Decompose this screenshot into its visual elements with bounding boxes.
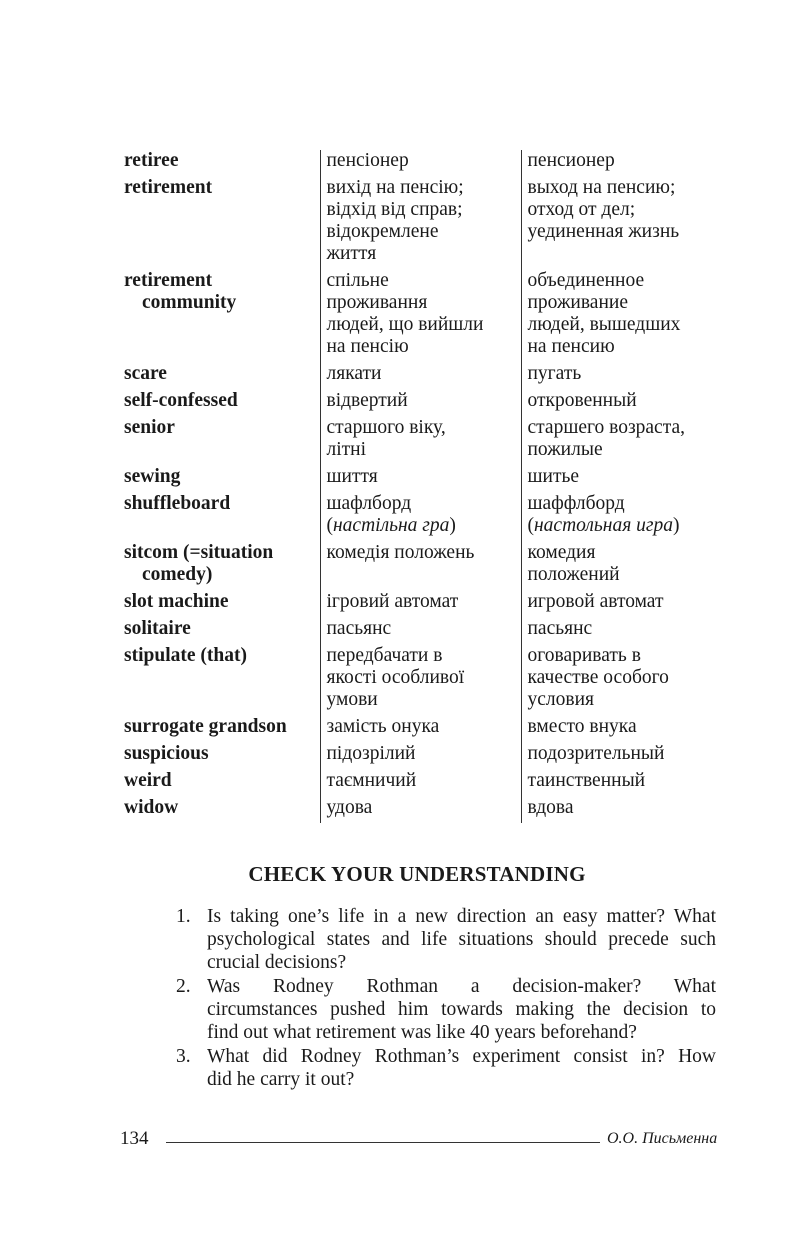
- term-line: на пенсію: [326, 336, 409, 357]
- term-line: пожилые: [527, 439, 603, 460]
- term-ukrainian: [320, 390, 521, 417]
- term-line: scare: [124, 363, 167, 384]
- term-line: retirement: [124, 177, 213, 198]
- term-line: пенсионер: [527, 150, 615, 171]
- term-ukrainian: [320, 618, 521, 645]
- vocabulary-table: [124, 150, 722, 823]
- term-line: таинственный: [527, 770, 646, 791]
- term-english: [124, 177, 320, 270]
- vocabulary-row: [124, 743, 722, 770]
- term-russian: [521, 770, 722, 797]
- term-line: лякати: [326, 363, 382, 384]
- term-ukrainian: [320, 797, 521, 823]
- question-item: [176, 975, 716, 1044]
- term-line: comedy): [142, 564, 213, 585]
- term-ukrainian: [320, 716, 521, 743]
- term-line: відхід від справ;: [326, 199, 463, 220]
- term-line: отход от дел;: [527, 199, 636, 220]
- term-line: подозрительный: [527, 743, 665, 764]
- term-ukrainian: [320, 363, 521, 390]
- term-line: шафлборд: [326, 493, 412, 514]
- term-russian: [521, 591, 722, 618]
- vocabulary-row: [124, 177, 722, 270]
- term-english: [124, 493, 320, 542]
- term-ukrainian: [320, 270, 521, 363]
- term-russian: [521, 542, 722, 591]
- term-line: шаффлборд: [527, 493, 625, 514]
- term-ukrainian: [320, 743, 521, 770]
- term-line: умови: [326, 689, 378, 710]
- term-line: замість онука: [326, 716, 440, 737]
- term-line: проживание: [527, 292, 628, 313]
- vocabulary-row: [124, 466, 722, 493]
- term-line: вихід на пенсію;: [326, 177, 464, 198]
- term-english: [124, 417, 320, 466]
- vocabulary-row: [124, 618, 722, 645]
- term-line: пасьянс: [326, 618, 392, 639]
- term-line: slot machine: [124, 591, 229, 612]
- term-line: людей, вышедших: [527, 314, 681, 335]
- term-english: [124, 743, 320, 770]
- term-line: проживання: [326, 292, 428, 313]
- question-item: [176, 905, 716, 974]
- term-line: комедия: [527, 542, 596, 563]
- term-line: условия: [527, 689, 594, 710]
- term-english: [124, 542, 320, 591]
- term-line: відвертий: [326, 390, 408, 411]
- question-text-line: Was Rodney Rothman a decision-maker? What: [207, 976, 716, 997]
- term-line: suspicious: [124, 743, 209, 764]
- term-english: [124, 363, 320, 390]
- term-russian: [521, 493, 722, 542]
- term-russian: [521, 466, 722, 493]
- term-line: solitaire: [124, 618, 191, 639]
- term-russian: [521, 390, 722, 417]
- term-line: людей, що вийшли: [326, 314, 484, 335]
- term-english: [124, 770, 320, 797]
- term-line: выход на пенсию;: [527, 177, 676, 198]
- question-number: 2.: [176, 976, 191, 997]
- vocabulary-row: [124, 270, 722, 363]
- term-line: shuffleboard: [124, 493, 231, 514]
- vocabulary-row: [124, 716, 722, 743]
- term-ukrainian: [320, 466, 521, 493]
- term-russian: [521, 716, 722, 743]
- question-text-line: circumstances pushed him towards making the decision to: [207, 999, 716, 1020]
- term-line: якості особливої: [326, 667, 465, 688]
- term-line: retirement: [124, 270, 213, 291]
- vocabulary-row: [124, 542, 722, 591]
- question-text-line: Is taking one’s life in a new direction an easy matter? What: [207, 906, 716, 927]
- question-text-line: What did Rodney Rothman’s experiment consist in? How: [207, 1046, 716, 1067]
- vocabulary-row: [124, 390, 722, 417]
- question-number: 1.: [176, 906, 191, 927]
- term-ukrainian: [320, 417, 521, 466]
- term-line: sewing: [124, 466, 181, 487]
- term-line: stipulate (that): [124, 645, 247, 666]
- term-line: вдова: [527, 797, 574, 818]
- term-line: таємничий: [326, 770, 417, 791]
- term-line: retiree: [124, 150, 179, 171]
- term-russian: [521, 363, 722, 390]
- term-english: [124, 591, 320, 618]
- question-text-line: find out what retirement was like 40 years beforehand?: [207, 1022, 637, 1043]
- vocabulary-row: [124, 797, 722, 823]
- vocabulary-body: [124, 150, 722, 823]
- term-line: пенсіонер: [326, 150, 409, 171]
- term-russian: [521, 150, 722, 177]
- term-ukrainian: [320, 645, 521, 716]
- term-russian: [521, 177, 722, 270]
- term-line: sitcom (=situation: [124, 542, 274, 563]
- term-english: [124, 150, 320, 177]
- question-number: 3.: [176, 1046, 191, 1067]
- term-line: weird: [124, 770, 172, 791]
- term-line: на пенсию: [527, 336, 615, 357]
- term-line: senior: [124, 417, 175, 438]
- term-line: комедія положень: [326, 542, 475, 563]
- vocabulary-row: [124, 591, 722, 618]
- term-line: шиття: [326, 466, 378, 487]
- term-russian: [521, 645, 722, 716]
- term-line: підозрілий: [326, 743, 416, 764]
- vocabulary-row: [124, 363, 722, 390]
- term-line: откровенный: [527, 390, 637, 411]
- page-number: 134: [120, 1128, 149, 1149]
- term-line: старшого віку,: [326, 417, 446, 438]
- term-line: старшего возраста,: [527, 417, 686, 438]
- term-line: ігровий автомат: [326, 591, 459, 612]
- term-ukrainian: [320, 177, 521, 270]
- term-line: передбачати в: [326, 645, 443, 666]
- term-russian: [521, 797, 722, 823]
- questions-list: [176, 905, 716, 1092]
- term-line: життя: [326, 243, 377, 264]
- term-english: [124, 645, 320, 716]
- vocabulary-row: [124, 645, 722, 716]
- vocabulary-row: [124, 417, 722, 466]
- vocabulary-row: [124, 770, 722, 797]
- term-line: вместо внука: [527, 716, 637, 737]
- term-english: [124, 716, 320, 743]
- term-english: [124, 390, 320, 417]
- term-line: пугать: [527, 363, 582, 384]
- term-russian: [521, 618, 722, 645]
- question-text-line: crucial decisions?: [207, 952, 347, 973]
- term-english: [124, 618, 320, 645]
- term-line: оговаривать в: [527, 645, 641, 666]
- term-line: відокремлене: [326, 221, 439, 242]
- term-line: літні: [326, 439, 367, 460]
- question-text-line: psychological states and life situations should precede such: [207, 929, 716, 950]
- term-english: [124, 270, 320, 363]
- term-line: уединенная жизнь: [527, 221, 680, 242]
- term-line: widow: [124, 797, 179, 818]
- term-ukrainian: [320, 770, 521, 797]
- term-english: [124, 797, 320, 823]
- term-line: (настольная игра): [527, 515, 680, 536]
- term-line: объединенное: [527, 270, 645, 291]
- vocabulary-row: [124, 150, 722, 177]
- term-ukrainian: [320, 591, 521, 618]
- footer-rule: [166, 1142, 600, 1143]
- term-line: surrogate grandson: [124, 716, 287, 737]
- term-ukrainian: [320, 150, 521, 177]
- vocabulary-row: [124, 493, 722, 542]
- term-line: (настільна гра): [326, 515, 456, 536]
- question-text-line: did he carry it out?: [207, 1069, 355, 1090]
- question-item: [176, 1045, 716, 1091]
- term-line: шитье: [527, 466, 580, 487]
- term-line: спільне: [326, 270, 389, 291]
- term-line: community: [142, 292, 237, 313]
- term-russian: [521, 417, 722, 466]
- footer-author: О.О. Письменна: [607, 1130, 718, 1147]
- term-russian: [521, 743, 722, 770]
- term-line: удова: [326, 797, 373, 818]
- term-russian: [521, 270, 722, 363]
- term-line: игровой автомат: [527, 591, 664, 612]
- term-ukrainian: [320, 493, 521, 542]
- term-line: качестве особого: [527, 667, 669, 688]
- term-line: положений: [527, 564, 620, 585]
- term-english: [124, 466, 320, 493]
- term-ukrainian: [320, 542, 521, 591]
- term-line: self-confessed: [124, 390, 238, 411]
- section-heading: CHECK YOUR UNDERSTANDING: [248, 862, 586, 886]
- term-line: пасьянс: [527, 618, 593, 639]
